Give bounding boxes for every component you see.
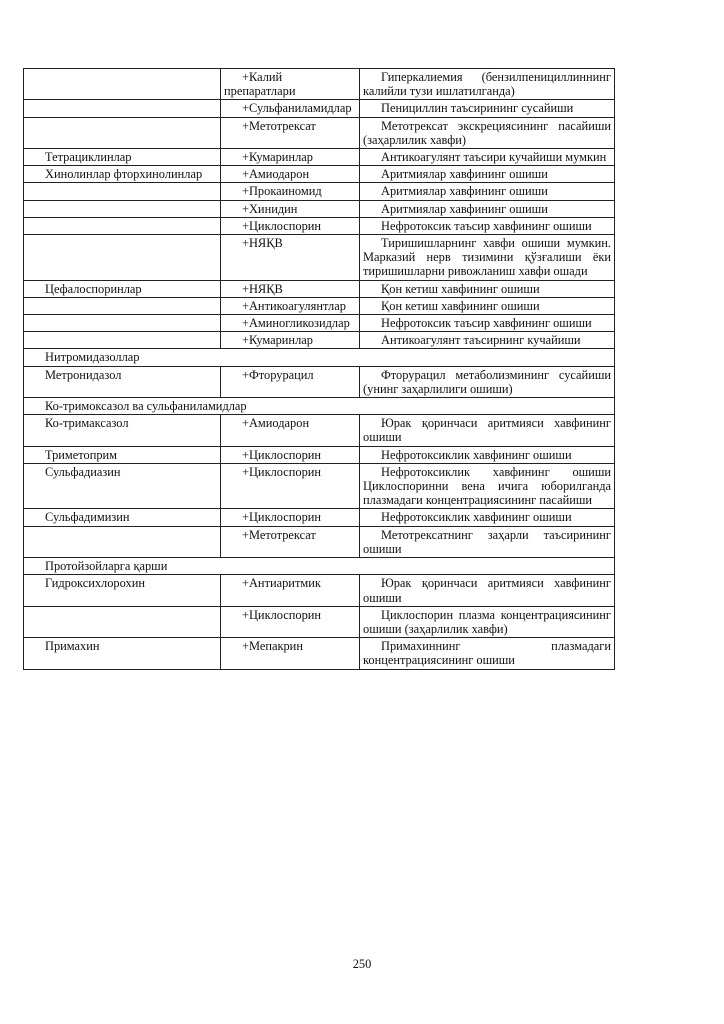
table-row — [24, 235, 615, 281]
interacting-drug-cell: +Амиодарон — [221, 415, 360, 446]
drug-cell: Ко-тримаксазол — [24, 415, 221, 446]
drug-cell: Триметоприм — [24, 446, 221, 463]
effect-cell: Примахиннинг плазмадаги концентрациясининг ошиши — [360, 638, 615, 669]
table-row — [24, 366, 615, 397]
interacting-drug-cell: +Антиаритмик — [221, 575, 360, 606]
table-row — [24, 575, 615, 606]
interacting-drug-cell: +Циклоспорин — [221, 606, 360, 637]
table-row — [24, 100, 615, 117]
table-row — [24, 200, 615, 217]
table-row — [24, 315, 615, 332]
effect-cell: Қон кетиш хавфининг ошиши — [360, 297, 615, 314]
drug-cell — [24, 69, 221, 100]
interacting-drug-cell: +Циклоспорин — [221, 217, 360, 234]
drug-cell: Гидроксихлорохин — [24, 575, 221, 606]
drug-cell: Примахин — [24, 638, 221, 669]
effect-cell: Фторурацил метаболизмининг сусайиши (унинг заҳарлилиги ошиши) — [360, 366, 615, 397]
effect-cell: Нефротоксик таъсир хавфининг ошиши — [360, 315, 615, 332]
table-row — [24, 69, 615, 100]
interacting-drug-cell: +Фторурацил — [221, 366, 360, 397]
effect-cell: Аритмиялар хавфининг ошиши — [360, 166, 615, 183]
section-header-row — [24, 349, 615, 366]
interacting-drug-cell: +НЯҚВ — [221, 235, 360, 281]
effect-cell: Антикоагулянт таъсири кучайиши мумкин — [360, 149, 615, 166]
drug-cell — [24, 235, 221, 281]
interacting-drug-cell: +Циклоспорин — [221, 446, 360, 463]
interacting-drug-cell: +Калий препаратлари — [221, 69, 360, 100]
table-row — [24, 509, 615, 526]
drug-cell — [24, 183, 221, 200]
drug-cell: Метронидазол — [24, 366, 221, 397]
table-row — [24, 526, 615, 557]
effect-cell: Гиперкалиемия (бензилпенициллиннинг калийли тузи ишлатилганда) — [360, 69, 615, 100]
table-row — [24, 297, 615, 314]
effect-cell: Нефротоксиклик хавфининг ошиши Циклоспоринни вена ичига юборилганда плазмадаги концентрациясининг пасайиши — [360, 463, 615, 509]
drug-cell: Хинолинлар фторхинолинлар — [24, 166, 221, 183]
effect-cell: Метотрексат экскрециясининг пасайиши (заҳарлилик хавфи) — [360, 117, 615, 148]
drug-cell — [24, 606, 221, 637]
section-header: Протойзойларга қарши — [24, 558, 615, 575]
table-row — [24, 280, 615, 297]
section-header-row — [24, 558, 615, 575]
drug-cell: Сульфадиазин — [24, 463, 221, 509]
table-row — [24, 166, 615, 183]
interacting-drug-cell: +Амиодарон — [221, 166, 360, 183]
table-row — [24, 217, 615, 234]
interacting-drug-cell: +Антикоагулянтлар — [221, 297, 360, 314]
effect-cell: Аритмиялар хавфининг ошиши — [360, 183, 615, 200]
interacting-drug-cell: +Прокаиномид — [221, 183, 360, 200]
effect-cell: Нефротоксиклик хавфининг ошиши — [360, 446, 615, 463]
drug-cell: Тетрациклинлар — [24, 149, 221, 166]
interacting-drug-cell: +Кумаринлар — [221, 332, 360, 349]
section-header: Ко-тримоксазол ва сульфаниламидлар — [24, 398, 615, 415]
table-row — [24, 606, 615, 637]
drug-cell — [24, 526, 221, 557]
table-row — [24, 638, 615, 669]
effect-cell: Қон кетиш хавфининг ошиши — [360, 280, 615, 297]
table-row — [24, 332, 615, 349]
interacting-drug-cell: +Мепакрин — [221, 638, 360, 669]
table-row — [24, 117, 615, 148]
effect-cell: Аритмиялар хавфининг ошиши — [360, 200, 615, 217]
effect-cell: Юрак қоринчаси аритмияси хавфининг ошиши — [360, 575, 615, 606]
drug-cell — [24, 217, 221, 234]
section-header-row — [24, 398, 615, 415]
effect-cell: Нефротоксик таъсир хавфининг ошиши — [360, 217, 615, 234]
table-row — [24, 463, 615, 509]
drug-cell: Цефалоспоринлар — [24, 280, 221, 297]
interacting-drug-cell: +Аминогликозидлар — [221, 315, 360, 332]
interacting-drug-cell: +Хинидин — [221, 200, 360, 217]
drug-cell — [24, 100, 221, 117]
table-row — [24, 183, 615, 200]
drug-cell — [24, 117, 221, 148]
effect-cell: Пенициллин таъсирининг сусайиши — [360, 100, 615, 117]
drug-cell: Сульфадимизин — [24, 509, 221, 526]
effect-cell: Тиришишларнинг хавфи ошиши мумкин. Марказий нерв тизимини қўзғалиши ёки тиришишларни ривожланиш хавфи ошади — [360, 235, 615, 281]
drug-cell — [24, 200, 221, 217]
drug-cell — [24, 297, 221, 314]
interacting-drug-cell: +Метотрексат — [221, 526, 360, 557]
table-row — [24, 415, 615, 446]
table-body — [24, 69, 615, 670]
drug-cell — [24, 332, 221, 349]
drug-cell — [24, 315, 221, 332]
interacting-drug-cell: +Метотрексат — [221, 117, 360, 148]
effect-cell: Нефротоксиклик хавфининг ошиши — [360, 509, 615, 526]
interacting-drug-cell: +Циклоспорин — [221, 463, 360, 509]
drug-interaction-table — [23, 68, 615, 670]
section-header: Нитромидазоллар — [24, 349, 615, 366]
interacting-drug-cell: +Кумаринлар — [221, 149, 360, 166]
interacting-drug-cell: +НЯҚВ — [221, 280, 360, 297]
table-row — [24, 149, 615, 166]
table-row — [24, 446, 615, 463]
page-number: 250 — [352, 957, 372, 971]
interacting-drug-cell: +Циклоспорин — [221, 509, 360, 526]
effect-cell: Циклоспорин плазма концентрациясининг ошиши (заҳарлилик хавфи) — [360, 606, 615, 637]
effect-cell: Юрак қоринчаси аритмияси хавфининг ошиши — [360, 415, 615, 446]
interacting-drug-cell: +Сульфаниламидлар — [221, 100, 360, 117]
effect-cell: Метотрексатнинг заҳарли таъсирининг ошиши — [360, 526, 615, 557]
effect-cell: Антикоагулянт таъсирнинг кучайиши — [360, 332, 615, 349]
